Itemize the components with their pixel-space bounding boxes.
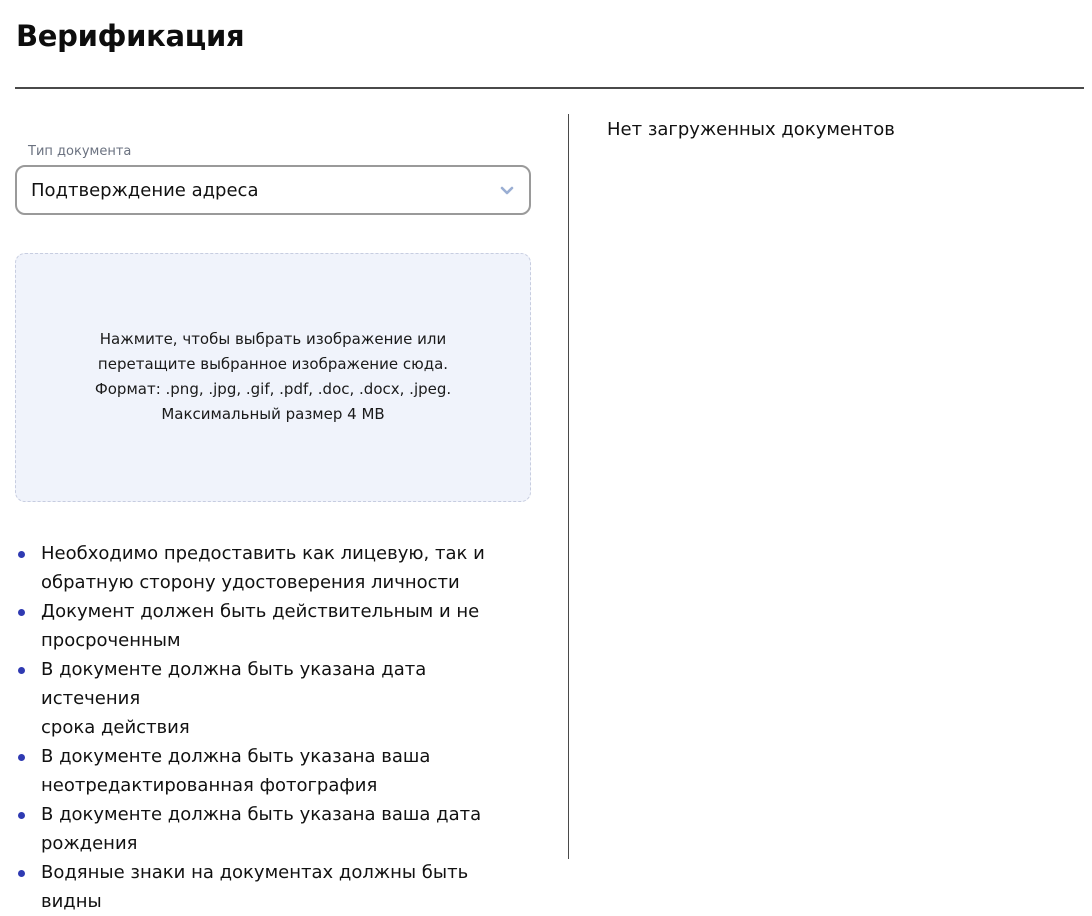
- dropzone-line: Нажмите, чтобы выбрать изображение или: [99, 330, 447, 348]
- document-type-label: Тип документа: [28, 144, 132, 159]
- document-type-value: Подтверждение адреса: [31, 180, 259, 201]
- bullet-icon: [18, 667, 25, 674]
- page-title: Верификация: [16, 19, 245, 53]
- requirement-text: В документе должна быть указана ваша дата: [41, 804, 482, 825]
- document-type-select[interactable]: [15, 165, 531, 215]
- requirement-text: неотредактированная фотография: [41, 775, 378, 796]
- dropzone-line: перетащите выбранное изображение сюда.: [97, 355, 449, 373]
- dropzone-instructions: [16, 327, 530, 427]
- upload-panel: [15, 114, 531, 912]
- title-divider: [15, 87, 1084, 89]
- requirement-text: Документ должен быть действительным и не: [41, 601, 480, 622]
- chevron-down-icon: [499, 183, 515, 197]
- requirement-item: [15, 597, 531, 655]
- bullet-icon: [18, 754, 25, 761]
- requirement-text: просроченным: [41, 630, 181, 651]
- bullet-icon: [18, 870, 25, 877]
- requirement-text: обратную сторону удостоверения личности: [41, 572, 460, 593]
- requirement-text: Необходимо предоставить как лицевую, так и: [41, 543, 485, 564]
- requirement-item: [15, 858, 531, 916]
- requirement-text: Водяные знаки на документах должны быть видны: [41, 862, 469, 912]
- requirement-item: [15, 742, 531, 800]
- requirement-text: В документе должна быть указана ваша: [41, 746, 431, 767]
- dropzone-line: Формат: .png, .jpg, .gif, .pdf, .doc, .docx, .jpeg.: [94, 380, 452, 398]
- requirement-item: [15, 800, 531, 858]
- requirements-list: [15, 539, 531, 916]
- bullet-icon: [18, 551, 25, 558]
- bullet-icon: [18, 812, 25, 819]
- file-dropzone[interactable]: [15, 253, 531, 502]
- dropzone-line: Максимальный размер 4 MB: [161, 405, 385, 423]
- requirement-item: [15, 539, 531, 597]
- requirement-text: рождения: [41, 833, 138, 854]
- requirement-text: срока действия: [41, 717, 190, 738]
- bullet-icon: [18, 609, 25, 616]
- requirement-item: [15, 655, 531, 742]
- requirement-text: В документе должна быть указана дата истечения: [41, 659, 427, 709]
- column-divider: [568, 114, 569, 859]
- no-documents-message: Нет загруженных документов: [607, 119, 895, 140]
